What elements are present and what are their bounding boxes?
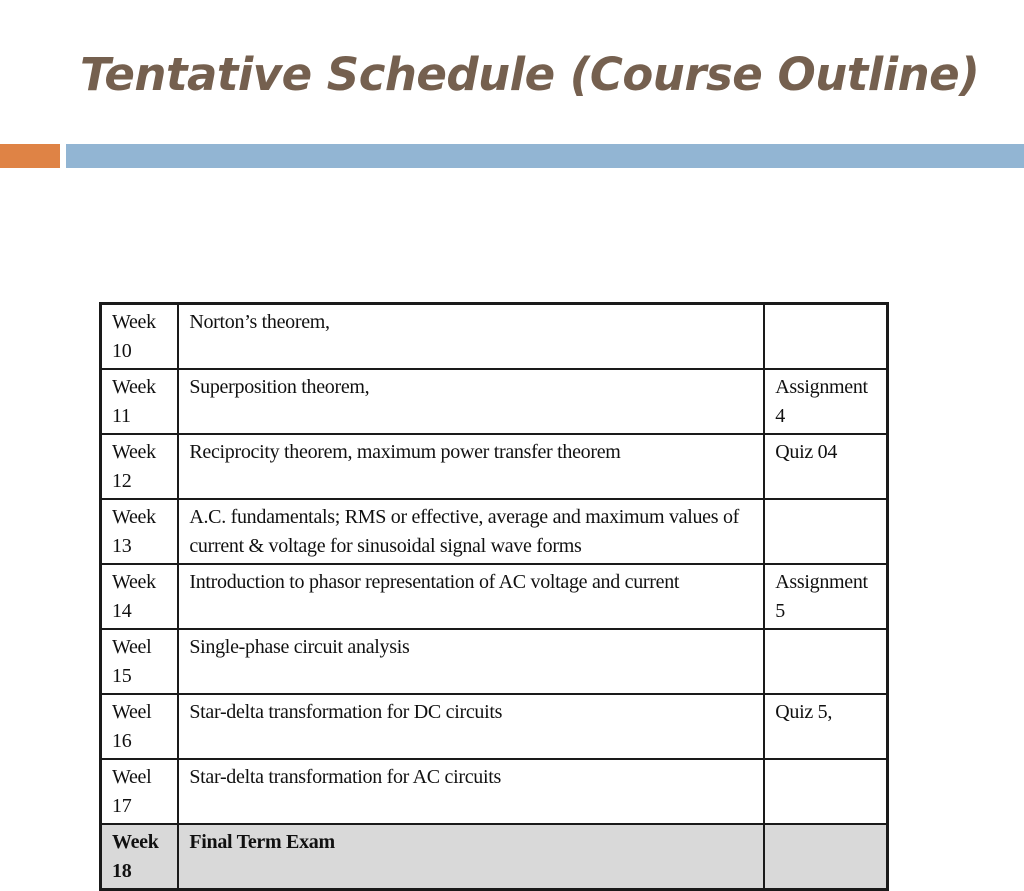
topic-cell: A.C. fundamentals; RMS or effective, average and maximum values of current & voltage for sinusoidal signal wave forms (178, 499, 764, 564)
table-row (101, 694, 888, 759)
week-cell: Week 13 (101, 499, 179, 564)
task-cell: Quiz 04 (764, 434, 887, 499)
table-row (101, 304, 888, 370)
week-cell: Weel 17 (101, 759, 179, 824)
task-cell (764, 629, 887, 694)
table-row (101, 759, 888, 824)
topic-cell: Introduction to phasor representation of AC voltage and current (178, 564, 764, 629)
topic-cell: Final Term Exam (178, 824, 764, 890)
task-cell (764, 824, 887, 890)
table-row (101, 434, 888, 499)
topic-cell: Superposition theorem, (178, 369, 764, 434)
schedule-table (99, 302, 889, 891)
topic-cell: Reciprocity theorem, maximum power transfer theorem (178, 434, 764, 499)
task-cell (764, 304, 887, 370)
task-cell: Quiz 5, (764, 694, 887, 759)
table-row (101, 629, 888, 694)
task-cell (764, 499, 887, 564)
table-row-final-exam (101, 824, 888, 890)
accent-bar-blue (66, 144, 1024, 168)
topic-cell: Norton’s theorem, (178, 304, 764, 370)
task-cell (764, 759, 887, 824)
table-row (101, 499, 888, 564)
week-cell: Week 18 (101, 824, 179, 890)
slide-title: Tentative Schedule (Course Outline) (80, 48, 980, 101)
week-cell: Weel 15 (101, 629, 179, 694)
topic-cell: Star-delta transformation for AC circuits (178, 759, 764, 824)
week-cell: Week 14 (101, 564, 179, 629)
topic-cell: Star-delta transformation for DC circuits (178, 694, 764, 759)
task-cell: Assignment 4 (764, 369, 887, 434)
week-cell: Weel 16 (101, 694, 179, 759)
week-cell: Week 10 (101, 304, 179, 370)
week-cell: Week 12 (101, 434, 179, 499)
task-cell: Assignment 5 (764, 564, 887, 629)
table-row (101, 369, 888, 434)
accent-bar-orange (0, 144, 60, 168)
topic-cell: Single-phase circuit analysis (178, 629, 764, 694)
table-row (101, 564, 888, 629)
week-cell: Week 11 (101, 369, 179, 434)
